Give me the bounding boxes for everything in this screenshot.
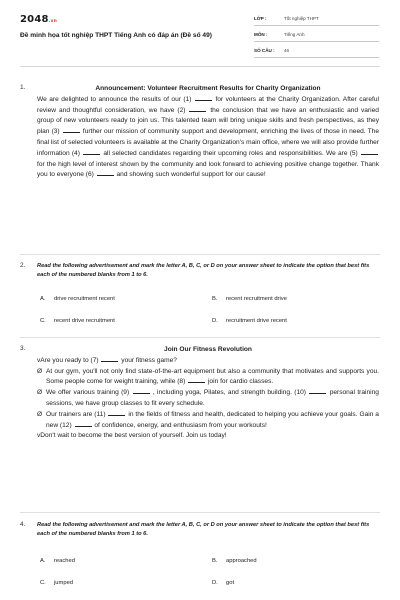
question-number: 1.: [20, 84, 26, 91]
section-separator: [20, 337, 380, 338]
site-logo[interactable]: [20, 14, 57, 25]
blank-7: [101, 356, 118, 362]
bullet-icon: Ø: [37, 389, 43, 397]
option-text: drive recruitment recent: [54, 296, 115, 302]
option-a[interactable]: [40, 296, 115, 302]
passage-title: Announcement: Volunteer Recruitment Results for Charity Organization: [95, 85, 321, 92]
option-letter: B.: [212, 558, 218, 564]
passage-segment: We are delighted to announce the results of our (1): [37, 95, 192, 103]
passage-segment: all selected candidates regarding their upcoming roles and responsibilities. We are (5): [103, 149, 358, 157]
option-text: reached: [54, 558, 75, 564]
passage-text: [37, 95, 379, 181]
blank-1: [195, 95, 212, 101]
option-letter: C.: [40, 318, 46, 324]
passage-segment: further our mission of community support and development, enriching the lives of those in need. The final list of selected volunteers is available at the Charity Organization's main office, where we will also provide further information (4): [37, 128, 379, 157]
passage-segment: vAre you ready to (7): [37, 356, 99, 364]
option-letter: D.: [212, 580, 218, 586]
blank-3: [63, 127, 80, 133]
question-number: 4.: [20, 521, 26, 528]
question-instruction: Read the following advertisement and mark the letter A, B, C, or D on your answer sheet to indicate the option that best fits each of the numbered blanks from 1 to 6.: [37, 263, 370, 278]
page-header: [0, 0, 400, 64]
passage-line: vDon't wait to become the best version of yourself. Join us today!: [37, 432, 227, 440]
meta-row-class: [254, 10, 379, 26]
option-c[interactable]: [40, 318, 115, 324]
passage-segment: and showing such wonderful support for our cause!: [116, 171, 266, 179]
bullet-item: [37, 388, 379, 410]
passage-segment: in the fields of fitness and health, dedicated to helping you achieve your goals. Gain a new (12): [46, 410, 379, 429]
logo-main-text: 2048: [20, 14, 49, 25]
section-separator: [20, 254, 380, 255]
option-text: jumped: [54, 580, 74, 586]
meta-key: SỐ CÂU :: [254, 48, 275, 53]
question-instruction: Read the following advertisement and mark the letter A, B, C, or D on your answer sheet to indicate the option that best fits each of the numbered blanks from 1 to 6.: [37, 522, 370, 537]
answer-options-q4: [20, 558, 360, 588]
option-c[interactable]: [40, 580, 73, 586]
option-text: recent drive recruitment: [54, 318, 115, 324]
document-title: Đề minh họa tốt nghiệp THPT Tiếng Anh có đáp án (Đề số 49): [20, 32, 212, 39]
option-text: got: [226, 580, 235, 586]
option-letter: D.: [212, 318, 218, 324]
option-b[interactable]: [212, 558, 257, 564]
passage-segment: the conclusion that we have an enthusiastic and varied group of new volunteers ready to join us. This talented team will bring unique skills and fresh perspectives, as they plan (3): [37, 106, 379, 136]
passage-segment: for the high level of interest shown by the community and look forward to achieving positive change together. Thank you to everyone (6): [37, 160, 379, 179]
option-letter: B.: [212, 296, 218, 302]
meta-info-table: [254, 10, 379, 58]
blank-11: [108, 410, 125, 416]
question-body: [37, 345, 379, 442]
passage-segment: At our gym, you'll not only find state-of-the-art equipment but also a community that motivates and supports you. Some people come for weight training, while (8): [46, 367, 379, 386]
blank-4: [83, 149, 100, 155]
option-d[interactable]: [212, 318, 287, 324]
meta-row-count: [254, 42, 379, 58]
passage-segment: personal training sessions, we have group classes to fit every schedule.: [46, 389, 379, 407]
option-d[interactable]: [212, 580, 234, 586]
passage-segment: We offer various training (9): [46, 389, 130, 397]
meta-value: 46: [284, 48, 290, 53]
passage-segment: join for cardio classes.: [207, 378, 274, 386]
meta-value: Tốt nghiệp THPT: [284, 16, 319, 21]
option-letter: C.: [40, 580, 46, 586]
logo-sub-text: .vn: [48, 19, 58, 24]
option-b[interactable]: [212, 296, 287, 302]
question-body: [37, 84, 379, 181]
bullet-item: [37, 367, 379, 389]
section-separator: [20, 512, 380, 513]
option-text: recruitment drive recent: [226, 318, 287, 324]
option-letter: A.: [40, 558, 46, 564]
bullet-icon: Ø: [37, 367, 43, 375]
option-a[interactable]: [40, 558, 75, 564]
blank-6: [97, 170, 114, 176]
blank-8: [188, 377, 205, 383]
meta-value: Tiếng Anh: [284, 32, 305, 37]
meta-key: LỚP :: [254, 16, 267, 21]
meta-row-subject: [254, 26, 379, 42]
question-number: 3.: [20, 345, 26, 352]
passage-line: [37, 356, 379, 367]
passage-segment: , including yoga, Pilates, and strength building. (10): [152, 389, 306, 397]
option-text: recent recruitment drive: [226, 296, 287, 302]
passage-segment: of confidence, energy, and enthusiasm from your workouts!: [94, 421, 267, 429]
bullet-item: [37, 410, 379, 432]
passage-segment: your fitness game?: [121, 356, 177, 364]
question-number: 2.: [20, 262, 26, 269]
blank-12: [75, 421, 92, 427]
blank-5: [361, 149, 378, 155]
passage-segment: Our trainers are (11): [46, 410, 106, 418]
answer-options-q2: [20, 296, 360, 326]
passage-title: Join Our Fitness Revolution: [164, 346, 252, 353]
option-text: approached: [226, 558, 257, 564]
option-letter: A.: [40, 296, 46, 302]
blank-9: [133, 388, 150, 394]
blank-2: [189, 106, 206, 112]
header-divider: [20, 66, 380, 67]
passage-segment: for volunteers at the Charity Organization. After careful review and thoughtful consideration, we have (2): [37, 95, 379, 114]
blank-10: [309, 388, 326, 394]
bullet-icon: Ø: [37, 410, 43, 418]
meta-key: MÔN :: [254, 32, 268, 37]
